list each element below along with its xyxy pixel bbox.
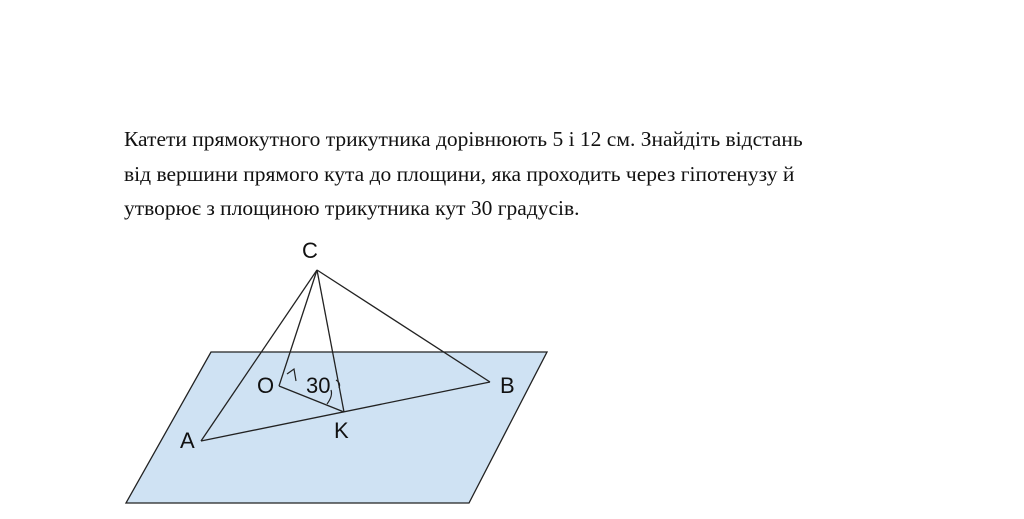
problem-line-3: утворює з площиною трикутника кут 30 градусів. bbox=[124, 196, 580, 220]
label-angle: 30 bbox=[306, 373, 331, 398]
label-o: O bbox=[257, 373, 275, 398]
problem-line-2: від вершини прямого кута до площини, яка проходить через гіпотенузу й bbox=[124, 161, 795, 186]
label-a: A bbox=[180, 428, 195, 453]
label-k: K bbox=[334, 418, 349, 443]
problem-line-1: Катети прямокутного трикутника дорівнюють 5 і 12 см. Знайдіть відстань bbox=[124, 127, 803, 151]
label-c: C bbox=[302, 238, 318, 263]
label-b: B bbox=[500, 373, 515, 398]
